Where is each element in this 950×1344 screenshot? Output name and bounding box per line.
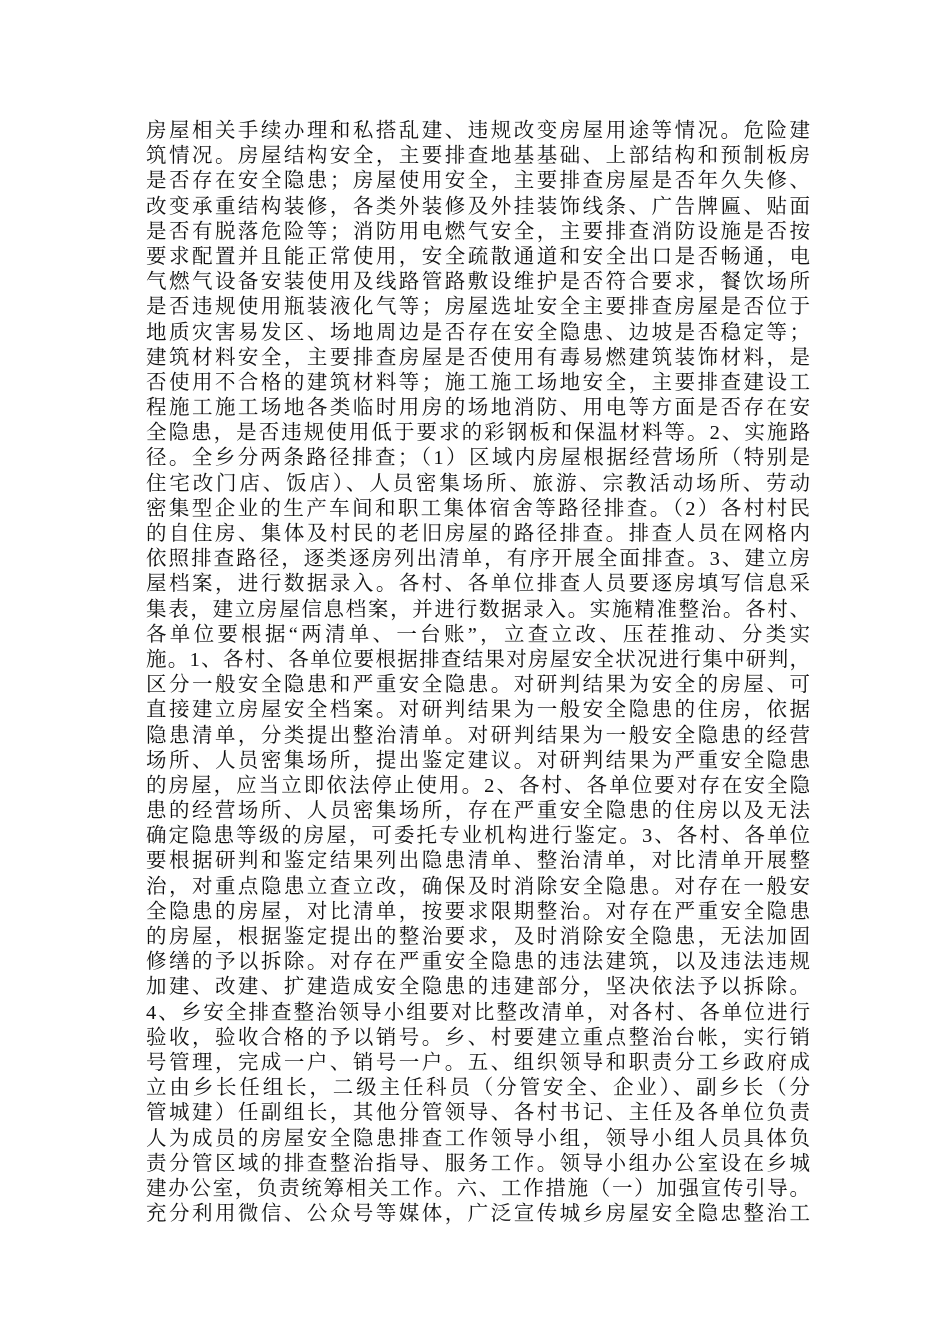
text-line: 筑情况。房屋结构安全，主要排查地基基础、上部结构和预制板房 bbox=[146, 145, 810, 168]
text-line: 治，对重点隐患立查立改，确保及时消除安全隐患。对存在一般安 bbox=[146, 875, 810, 898]
document-text-block bbox=[146, 119, 810, 1227]
text-line: 是否存在安全隐患；房屋使用安全，主要排查房屋是否年久失修、 bbox=[146, 170, 810, 193]
text-line: 各单位要根据“两清单、一台账”，立查立改、压茬推动、分类实 bbox=[146, 623, 810, 646]
text-line: 要根据研判和鉴定结果列出隐患清单、整治清单，对比清单开展整 bbox=[146, 850, 810, 873]
text-line: 隐患清单，分类提出整治清单。对研判结果为一般安全隐患的经营 bbox=[146, 724, 810, 747]
text-line: 直接建立房屋安全档案。对研判结果为一般安全隐患的住房，依据 bbox=[146, 699, 810, 722]
text-line: 屋档案，进行数据录入。各村、各单位排查人员要逐房填写信息采 bbox=[146, 573, 810, 596]
text-line: 充分利用微信、公众号等媒体，广泛宣传城乡房屋安全隐忠整治工 bbox=[146, 1203, 810, 1226]
text-line: 住宅改门店、饭店）、人员密集场所、旅游、宗教活动场所、劳动 bbox=[146, 472, 810, 495]
text-line: 加建、改建、扩建造成安全隐患的违建部分，坚决依法予以拆除。 bbox=[146, 976, 810, 999]
text-line: 场所、人员密集场所，提出鉴定建议。对研判结果为严重安全隐患 bbox=[146, 749, 810, 772]
text-line: 的房屋，根据鉴定提出的整治要求，及时消除安全隐患，无法加固 bbox=[146, 926, 810, 948]
text-line: 立由乡长任组长，二级主任科员（分管安全、企业）、副乡长（分 bbox=[146, 1077, 810, 1100]
text-line: 修缮的予以拆除。对存在严重安全隐患的违法建筑，以及违法违规 bbox=[146, 951, 810, 974]
text-line: 径。全乡分两条路径排查；（1）区域内房屋根据经营场所（特别是 bbox=[146, 447, 810, 470]
text-line: 全隐患，是否违规使用低于要求的彩钢板和保温材料等。2、实施路 bbox=[146, 422, 810, 445]
text-line: 改变承重结构装修，各类外装修及外挂装饰线条、广告牌匾、贴面 bbox=[146, 195, 810, 218]
text-line: 依照排查路径，逐类逐房列出清单，有序开展全面排查。3、建立房 bbox=[146, 548, 810, 571]
text-line: 建办公室，负责统筹相关工作。六、工作措施（一）加强宣传引导。 bbox=[146, 1177, 810, 1200]
text-line: 管城建）任副组长，其他分管领导、各村书记、主任及各单位负责 bbox=[146, 1102, 810, 1125]
text-line: 4、乡安全排查整治领导小组要对比整改清单，对各村、各单位进行 bbox=[146, 1001, 810, 1024]
text-line: 人为成员的房屋安全隐患排查工作领导小组，领导小组人员具体负 bbox=[146, 1127, 810, 1150]
text-line: 确定隐患等级的房屋，可委托专业机构进行鉴定。3、各村、各单位 bbox=[146, 825, 810, 848]
text-line: 区分一般安全隐患和严重安全隐患。对研判结果为安全的房屋、可 bbox=[146, 674, 810, 697]
text-line: 号管理，完成一户、销号一户。五、组织领导和职责分工乡政府成 bbox=[146, 1051, 810, 1074]
text-line: 要求配置并且能正常使用，安全疏散通道和安全出口是否畅通，电 bbox=[146, 245, 810, 268]
text-line: 的自住房、集体及村民的老旧房屋的路径排查。排查人员在网格内 bbox=[146, 523, 810, 545]
text-line: 验收，验收合格的予以销号。乡、村要建立重点整治台帐，实行销 bbox=[146, 1026, 810, 1049]
text-line: 房屋相关手续办理和私搭乱建、违规改变房屋用途等情况。危险建 bbox=[146, 120, 810, 142]
text-line: 施。1、各村、各单位要根据排查结果对房屋安全状况进行集中研判， bbox=[146, 648, 810, 671]
text-line: 全隐患的房屋，对比清单，按要求限期整治。对存在严重安全隐患 bbox=[146, 900, 810, 923]
text-line: 的房屋，应当立即依法停止使用。2、各村、各单位要对存在安全隐 bbox=[146, 774, 810, 797]
text-line: 密集型企业的生产车间和职工集体宿舍等路径排查。（2）各村村民 bbox=[146, 497, 810, 520]
text-line: 是否有脱落危险等；消防用电燃气安全，主要排查消防设施是否按 bbox=[146, 220, 810, 243]
text-line: 否使用不合格的建筑材料等；施工施工场地安全，主要排查建设工 bbox=[146, 371, 810, 394]
text-line: 患的经营场所、人员密集场所，存在严重安全隐患的住房以及无法 bbox=[146, 800, 810, 823]
text-line: 气燃气设备安装使用及线路管路敷设维护是否符合要求，餐饮场所 bbox=[146, 271, 810, 294]
text-line: 集表，建立房屋信息档案，并进行数据录入。实施精准整治。各村、 bbox=[146, 598, 810, 621]
text-line: 地质灾害易发区、场地周边是否存在安全隐患、边坡是否稳定等； bbox=[146, 321, 810, 344]
text-line: 程施工施工场地各类临时用房的场地消防、用电等方面是否存在安 bbox=[146, 397, 810, 420]
text-line: 是否违规使用瓶装液化气等；房屋选址安全主要排查房屋是否位于 bbox=[146, 296, 810, 319]
text-line: 建筑材料安全，主要排查房屋是否使用有毒易燃建筑装饰材料，是 bbox=[146, 346, 810, 369]
text-line: 责分管区域的排查整治指导、服务工作。领导小组办公室设在乡城 bbox=[146, 1152, 810, 1175]
